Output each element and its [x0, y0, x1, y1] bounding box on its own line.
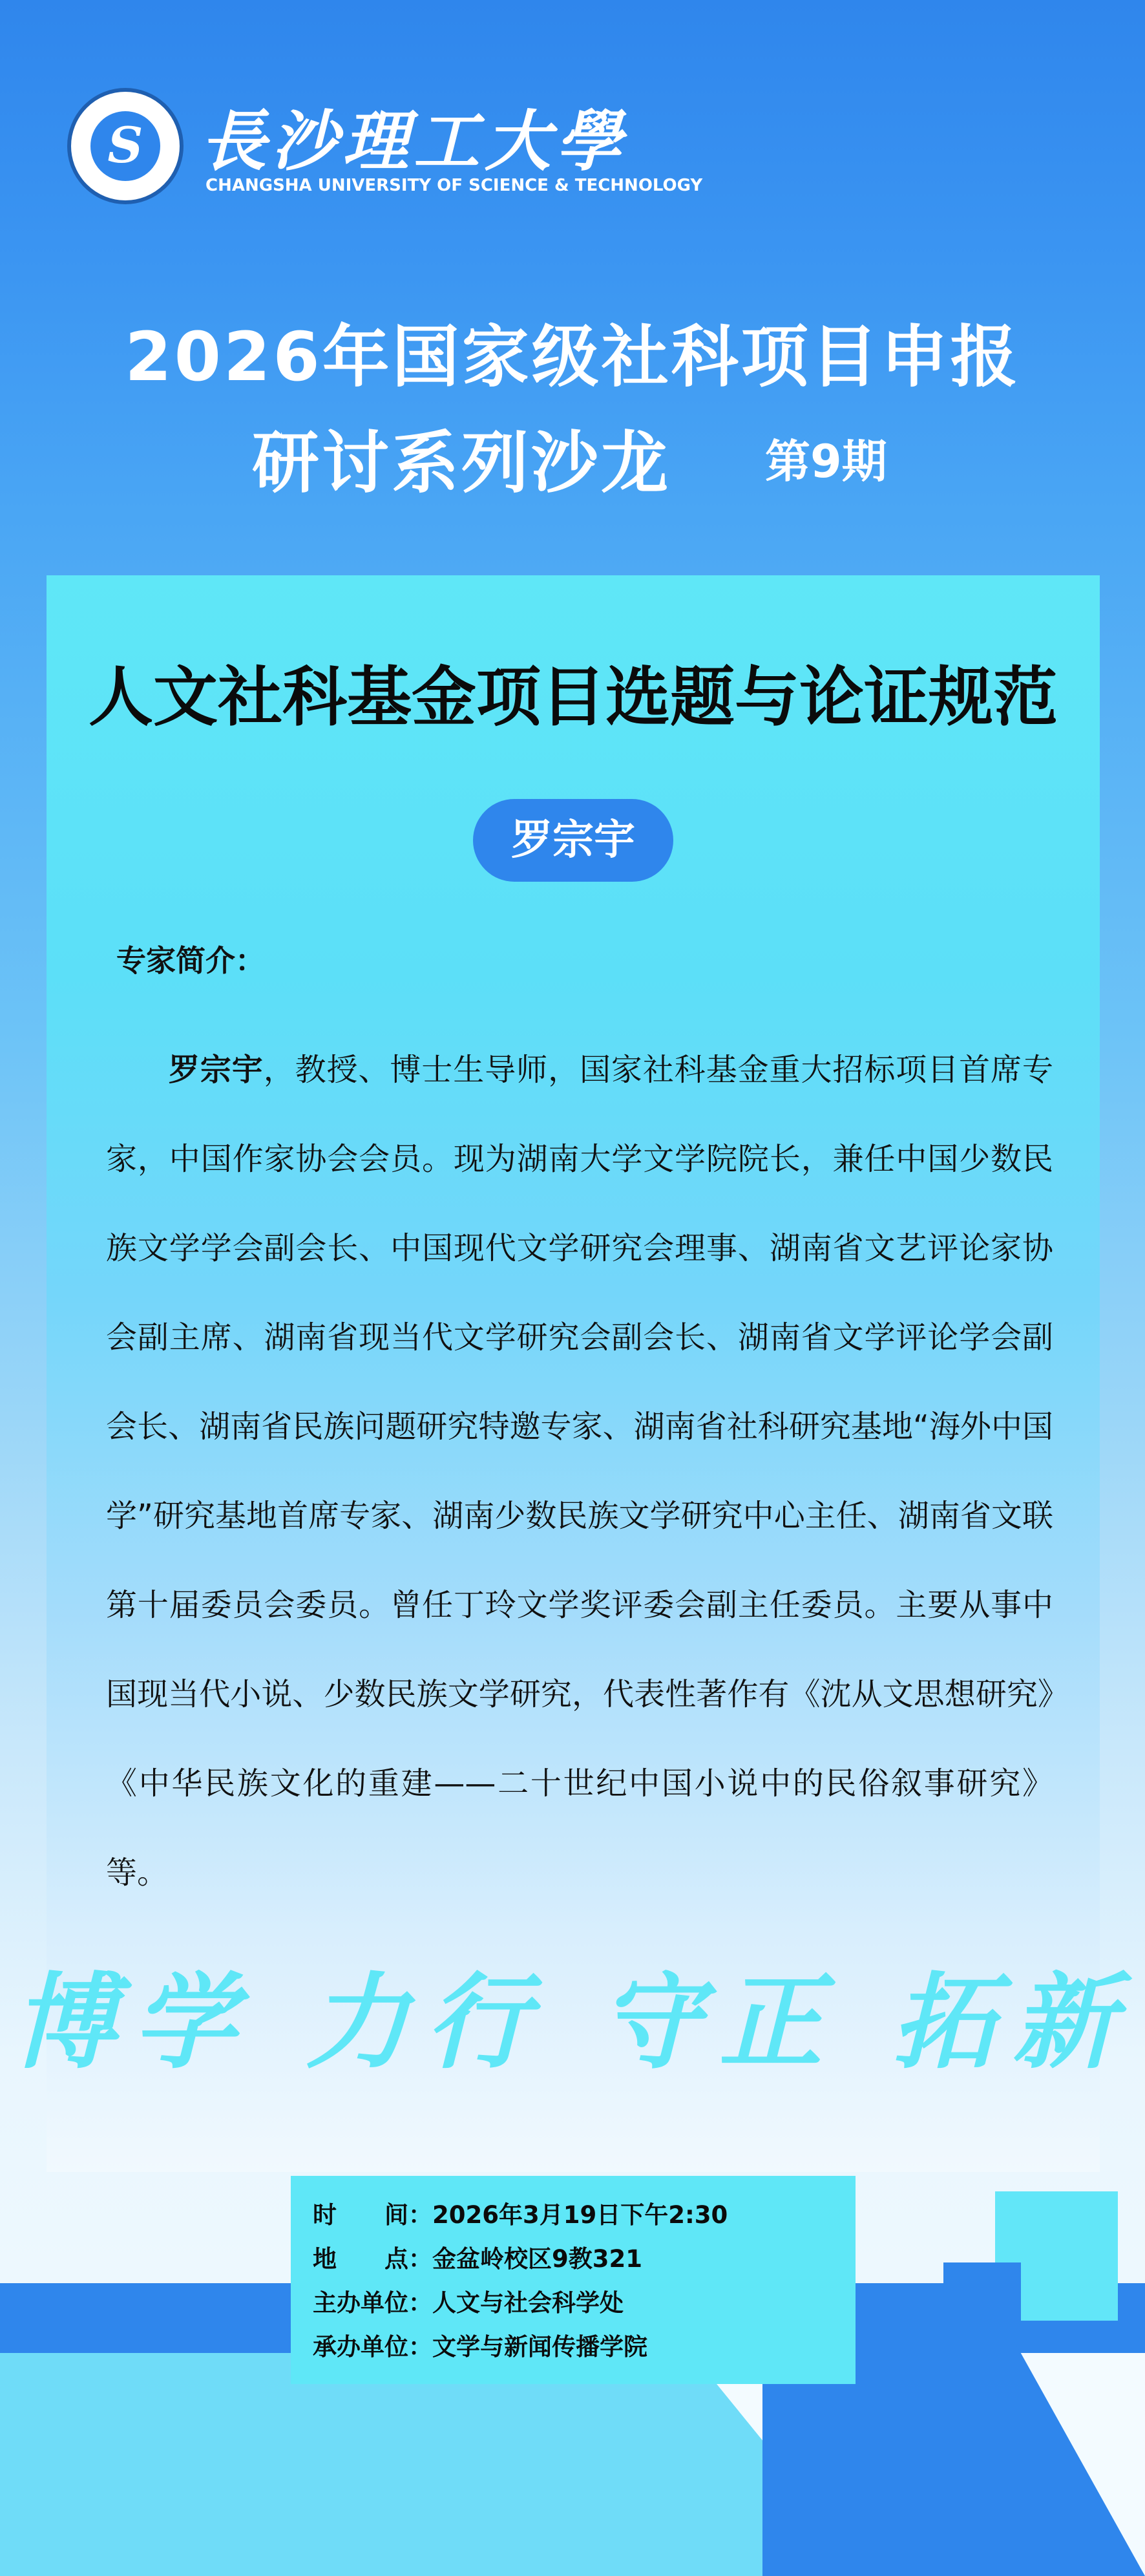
university-name: 長沙理工大學	[200, 103, 627, 180]
bio-speaker-name: 罗宗宇	[168, 1052, 264, 1088]
content-card	[47, 575, 1100, 2172]
university-logo	[67, 88, 184, 204]
info-host: 主办单位：人文与社会科学处	[313, 2289, 624, 2317]
logo-letter: S	[107, 116, 143, 174]
decor-square-blue	[943, 2262, 1021, 2334]
logo-emblem	[88, 109, 163, 184]
expert-intro-label: 专家简介：	[116, 943, 265, 978]
university-name-en: CHANGSHA UNIVERSITY OF SCIENCE & TECHNOLOGY	[205, 176, 703, 195]
speaker-badge: 罗宗宇	[473, 799, 673, 882]
info-place: 地 点：金盆岭校区9教321	[313, 2245, 642, 2273]
expert-bio	[106, 1025, 1053, 1917]
event-title-line2: 研讨系列沙龙	[252, 423, 671, 502]
event-issue: 第9期	[765, 435, 887, 488]
info-time: 时 间：2026年3月19日下午2:30	[313, 2201, 728, 2229]
event-info-box	[291, 2176, 856, 2384]
university-motto: 博学 力行 守正 拓新	[12, 1961, 1133, 2083]
lecture-topic: 人文社科基金项目选题与论证规范	[89, 659, 1058, 735]
info-organizer: 承办单位：文学与新闻传播学院	[313, 2333, 647, 2361]
event-title-line1: 2026年国家级社科项目申报	[125, 317, 1020, 396]
bio-text: ，教授、博士生导师，国家社科基金重大招标项目首席专家，中国作家协会会员。现为湖南大学文学院院长，兼任中国少数民族文学学会副会长、中国现代文学研究会理事、湖南省文艺评论家协会副主席、湖南省现当代文学研究会副会长、湖南省文学评论学会副会长、湖南省民族问题研究特邀专家、湖南省社科研究基地“海外中国学”研究基地首席专家、湖南少数民族文学研究中心主任、湖南省文联第十届委员会委员。曾任丁玲文学奖评委会副主任委员。主要从事中国现当代小说、少数民族文学研究，代表性著作有《沈从文思想研究》《中华民族文化的重建——二十世纪中国小说中的民俗叙事研究》等。	[106, 1052, 1053, 1891]
